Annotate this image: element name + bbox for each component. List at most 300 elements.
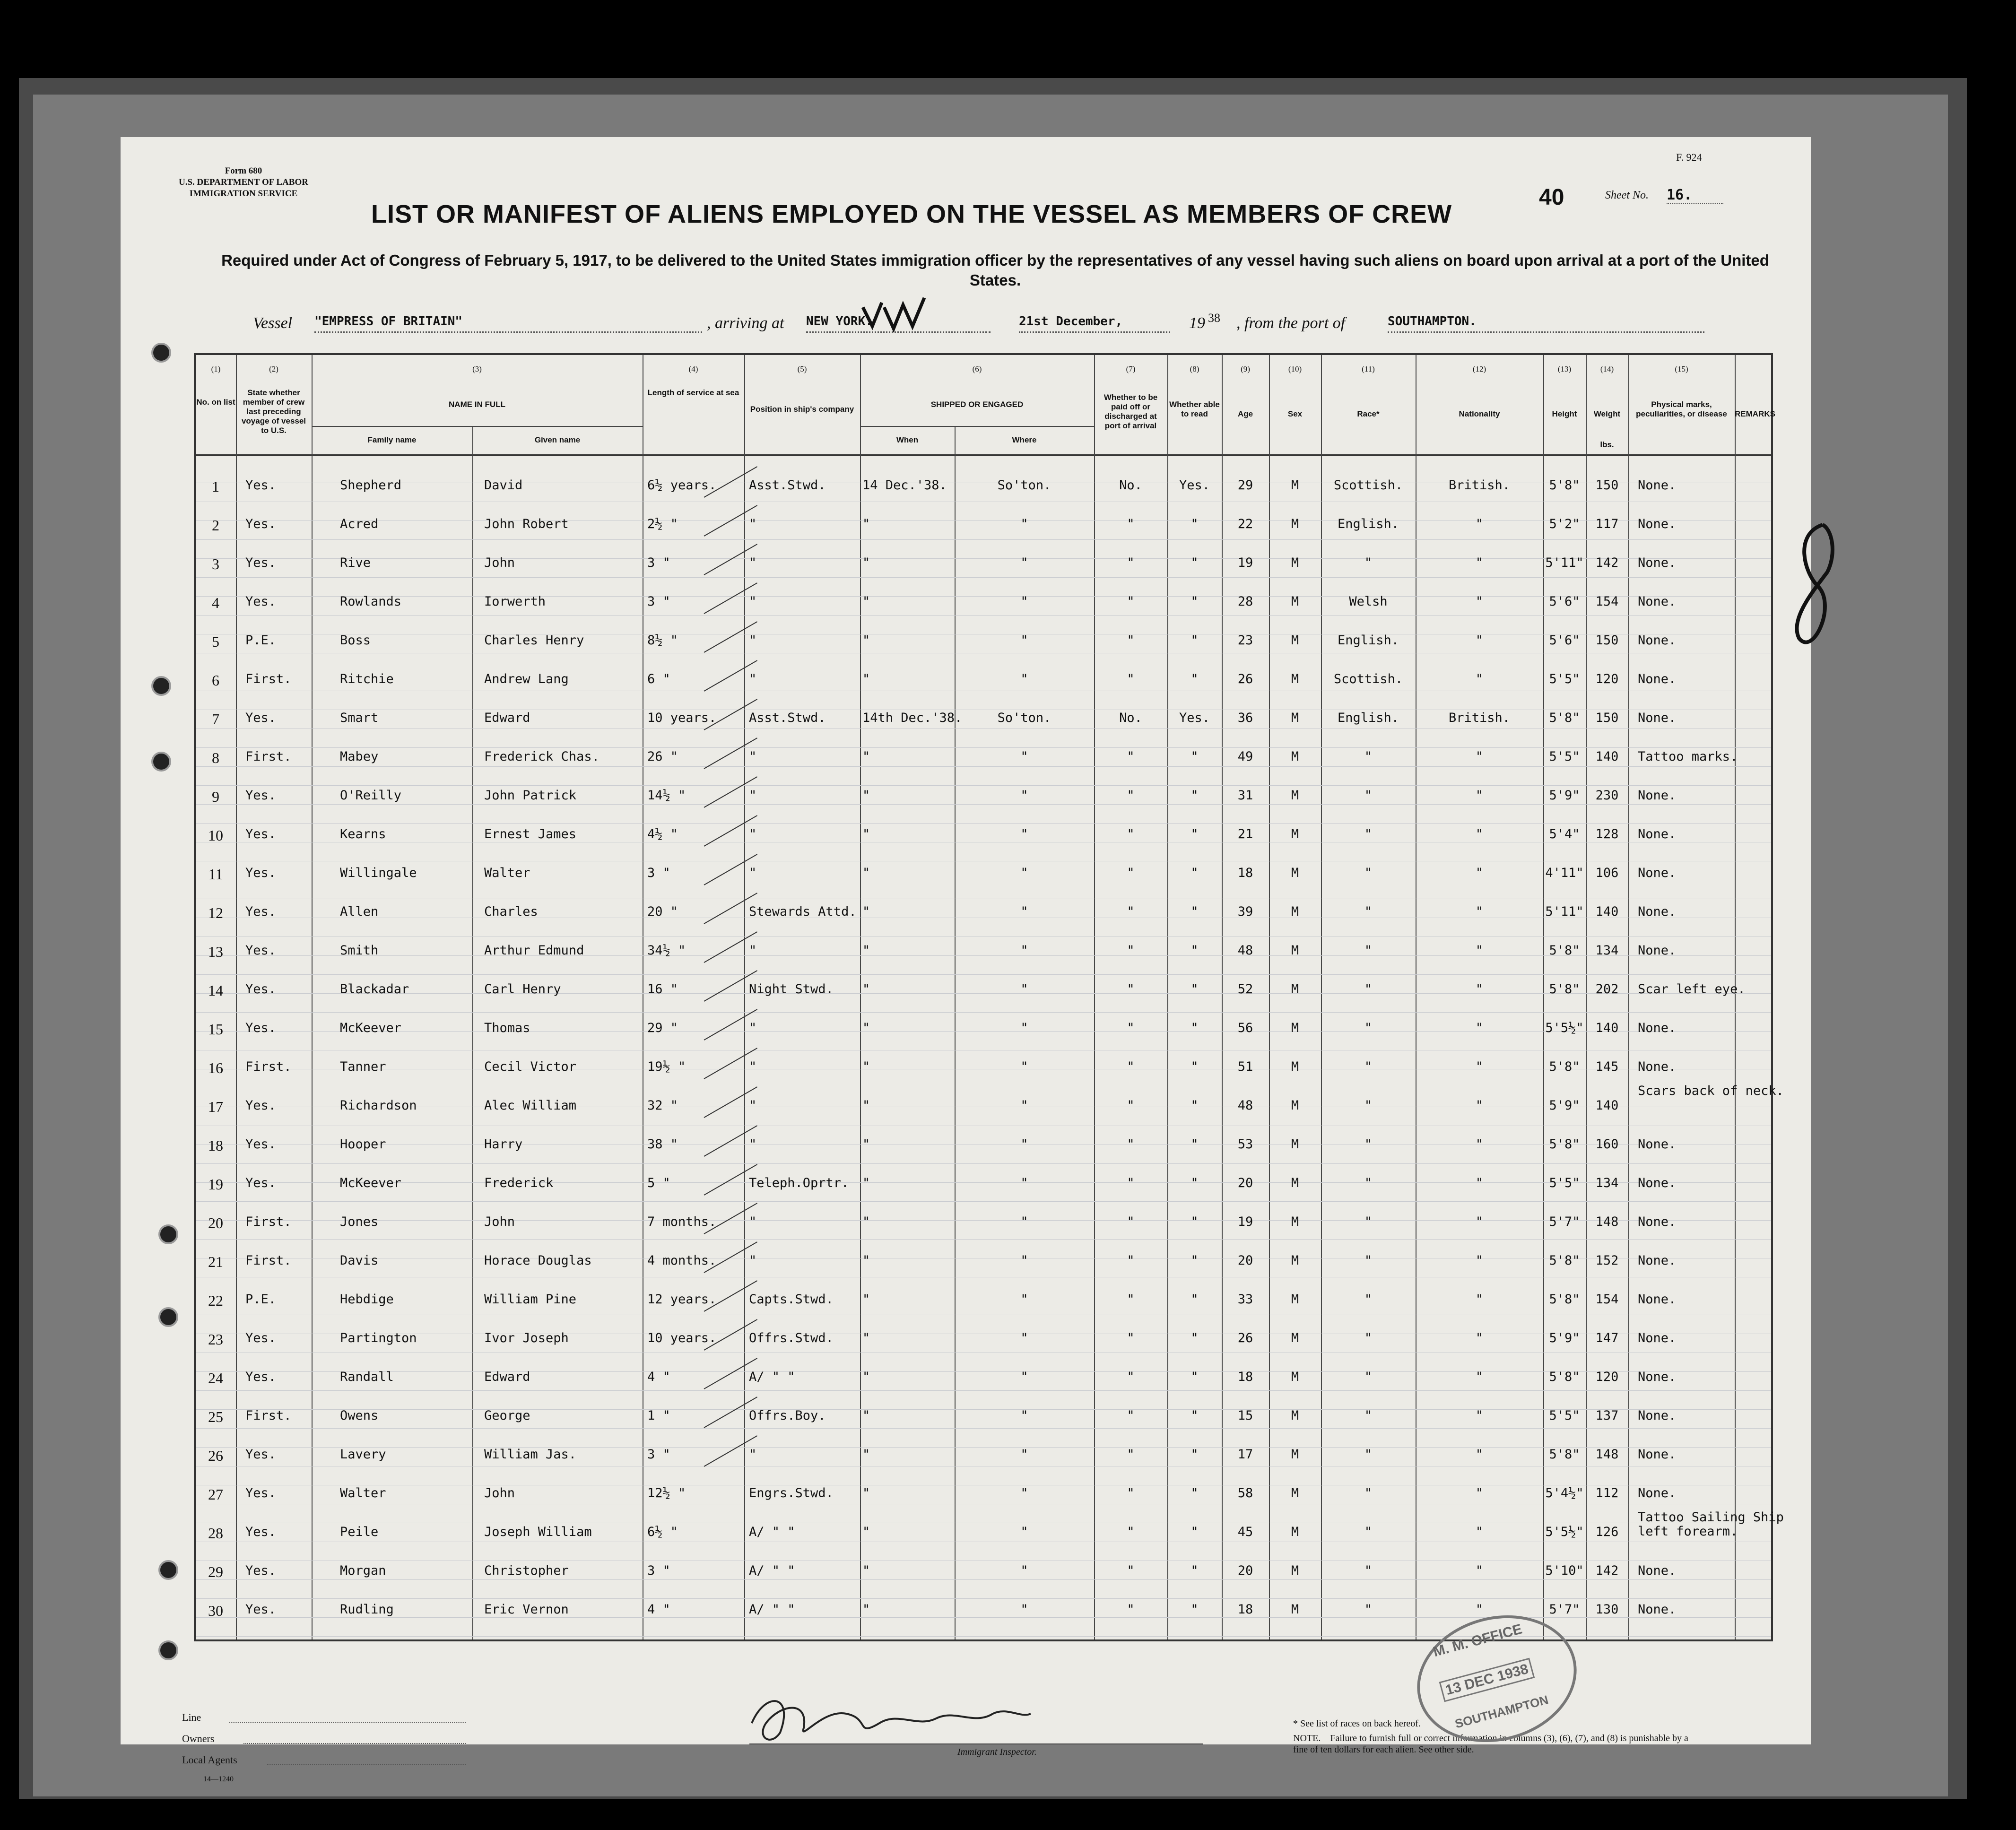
- cell-family-name: Acred: [340, 517, 379, 531]
- cell-race: ": [1364, 1563, 1373, 1578]
- cell-where: So'ton.: [997, 711, 1051, 725]
- sheet-label: Sheet No.: [1605, 189, 1649, 201]
- departure-port: SOUTHAMPTON.: [1388, 314, 1704, 333]
- cell-nationality: ": [1475, 904, 1484, 919]
- column-number: (10): [1288, 364, 1302, 373]
- cell-where: ": [1020, 866, 1028, 880]
- cell-given-name: Cecil Victor: [484, 1059, 577, 1074]
- cell-state: Yes.: [245, 555, 277, 570]
- cell-when: ": [862, 1447, 870, 1462]
- cell-nationality: ": [1475, 517, 1484, 531]
- cell-where: ": [1020, 1214, 1028, 1229]
- cell-service: 2½ ": [647, 517, 678, 531]
- cell-service: 12½ ": [647, 1486, 686, 1500]
- cell-paid-off: ": [1127, 1563, 1135, 1578]
- cell-state: Yes.: [245, 1447, 277, 1462]
- cell-age: 51: [1237, 1059, 1253, 1074]
- cell-age: 48: [1237, 943, 1253, 958]
- cell-service: 5 ": [647, 1176, 670, 1190]
- cell-weight: 145: [1595, 1059, 1619, 1074]
- cell-nationality: British.: [1448, 478, 1511, 493]
- column-number: (3): [472, 364, 482, 373]
- cell-able-read: ": [1190, 1137, 1199, 1152]
- cell-nationality: ": [1475, 749, 1484, 764]
- table-row: [196, 1176, 1775, 1214]
- footer-note: NOTE.—Failure to furnish full or correct information in columns (3), (6), (7), and (8) is punishable by a fine of ten dollars for each alien. See other side.: [1293, 1733, 1688, 1755]
- cell-race: English.: [1337, 517, 1399, 531]
- cell-physical-marks: None.: [1638, 1331, 1677, 1345]
- cell-when: ": [862, 633, 870, 648]
- cell-family-name: Willingale: [340, 866, 417, 880]
- cell-when: ": [862, 1059, 870, 1074]
- cell-given-name: Andrew Lang: [484, 672, 569, 686]
- cell-race: Scottish.: [1333, 672, 1403, 686]
- cell-physical-marks: None.: [1638, 1370, 1677, 1384]
- cell-given-name: Horace Douglas: [484, 1253, 592, 1268]
- cell-nationality: ": [1475, 555, 1484, 570]
- cell-sex: M: [1291, 1525, 1299, 1539]
- cell-age: 26: [1237, 1331, 1253, 1345]
- cell-race: ": [1364, 1021, 1373, 1035]
- cell-physical-marks: None.: [1638, 827, 1677, 841]
- table-row: [196, 1214, 1775, 1253]
- cell-family-name: Tanner: [340, 1059, 386, 1074]
- column-number: (14): [1600, 364, 1614, 373]
- cell-sex: M: [1291, 1486, 1299, 1500]
- stamp-bottom: SOUTHAMPTON: [1453, 1692, 1550, 1731]
- cell-able-read: ": [1190, 904, 1199, 919]
- table-row: [196, 1447, 1775, 1486]
- cell-paid-off: ": [1127, 555, 1135, 570]
- cell-age: 58: [1237, 1486, 1253, 1500]
- cell-sex: M: [1291, 1021, 1299, 1035]
- handwritten-initials: [858, 288, 934, 336]
- cell-paid-off: ": [1127, 982, 1135, 997]
- cell-able-read: ": [1190, 1486, 1199, 1500]
- line-label: Line: [182, 1711, 201, 1723]
- cell-given-name: Ivor Joseph: [484, 1331, 569, 1345]
- cell-service: 6½ years.: [647, 478, 717, 493]
- cell-state: Yes.: [245, 711, 277, 725]
- table-row: [196, 1292, 1775, 1331]
- cell-when: ": [862, 827, 870, 841]
- row-number: 24: [208, 1370, 223, 1387]
- cell-paid-off: ": [1127, 594, 1135, 609]
- table-row: [196, 478, 1775, 517]
- cell-paid-off: ": [1127, 1021, 1135, 1035]
- cell-able-read: Yes.: [1179, 478, 1210, 493]
- cell-weight: 148: [1595, 1447, 1619, 1462]
- cell-given-name: Edward: [484, 1370, 530, 1384]
- from-label: , from the port of: [1236, 314, 1346, 332]
- header-family-name: Family name: [367, 435, 417, 444]
- margin-handwriting: [1785, 515, 1842, 676]
- cell-nationality: ": [1475, 827, 1484, 841]
- cell-race: ": [1364, 1176, 1373, 1190]
- cell-able-read: ": [1190, 633, 1199, 648]
- row-number: 21: [208, 1253, 223, 1270]
- cell-height: 5'6": [1549, 594, 1580, 609]
- header-sex: Sex: [1287, 409, 1303, 418]
- cell-able-read: ": [1190, 749, 1199, 764]
- cell-age: 20: [1237, 1176, 1253, 1190]
- cell-when: ": [862, 1602, 870, 1617]
- cell-position: ": [749, 555, 757, 570]
- cell-sex: M: [1291, 517, 1299, 531]
- cell-height: 5'8": [1549, 1137, 1580, 1152]
- cell-race: ": [1364, 1137, 1373, 1152]
- cell-sex: M: [1291, 1331, 1299, 1345]
- cell-able-read: Yes.: [1179, 711, 1210, 725]
- cell-position: ": [749, 672, 757, 686]
- file-ref: F. 924: [1676, 151, 1702, 163]
- table-row: [196, 1486, 1775, 1525]
- row-number: 18: [208, 1137, 223, 1154]
- column-number: (5): [797, 364, 807, 373]
- cell-when: ": [862, 1331, 870, 1345]
- cell-race: ": [1364, 555, 1373, 570]
- cell-state: Yes.: [245, 1137, 277, 1152]
- cell-sex: M: [1291, 749, 1299, 764]
- year: 38: [1208, 311, 1220, 325]
- cell-position: ": [749, 1021, 757, 1035]
- cell-service: 4 ": [647, 1602, 670, 1617]
- cell-when: 14th Dec.'38.: [862, 711, 963, 725]
- cell-weight: 152: [1595, 1253, 1619, 1268]
- punch-hole: [158, 1560, 178, 1580]
- cell-position: ": [749, 943, 757, 958]
- cell-sex: M: [1291, 711, 1299, 725]
- header-when: When: [896, 435, 919, 444]
- header-paid-off: Whether to be paid off or discharged at port of arrival: [1104, 393, 1158, 430]
- cell-family-name: Shepherd: [340, 478, 402, 493]
- header-shipped: SHIPPED OR ENGAGED: [930, 400, 1024, 409]
- cell-height: 5'7": [1549, 1602, 1580, 1617]
- cell-able-read: ": [1190, 827, 1199, 841]
- vessel-name: "EMPRESS OF BRITAIN": [314, 314, 702, 333]
- cell-able-read: ": [1190, 1447, 1199, 1462]
- cell-able-read: ": [1190, 672, 1199, 686]
- cell-able-read: ": [1190, 1098, 1199, 1113]
- row-number: 3: [212, 555, 219, 572]
- cell-physical-marks: None.: [1638, 478, 1677, 493]
- cell-physical-marks: Tattoo marks.: [1638, 749, 1738, 764]
- cell-position: Offrs.Stwd.: [749, 1331, 834, 1345]
- cell-race: ": [1364, 1408, 1373, 1423]
- cell-physical-marks: None.: [1638, 904, 1677, 919]
- cell-paid-off: ": [1127, 904, 1135, 919]
- cell-physical-marks: None.: [1638, 555, 1677, 570]
- cell-service: 3 ": [647, 1447, 670, 1462]
- cell-when: ": [862, 1486, 870, 1500]
- table-row: [196, 711, 1775, 749]
- cell-when: ": [862, 1370, 870, 1384]
- cell-where: ": [1020, 1098, 1028, 1113]
- cell-where: ": [1020, 1331, 1028, 1345]
- cell-age: 39: [1237, 904, 1253, 919]
- cell-where: ": [1020, 1486, 1028, 1500]
- header-given-name: Given name: [534, 435, 581, 444]
- header-state-member: State whether member of crew last preceding voyage of vessel to U.S.: [241, 388, 306, 435]
- cell-given-name: William Jas.: [484, 1447, 577, 1462]
- cell-given-name: John: [484, 555, 515, 570]
- inspector-signature: [738, 1681, 1040, 1752]
- cell-given-name: Arthur Edmund: [484, 943, 584, 958]
- cell-physical-marks: None.: [1638, 788, 1677, 803]
- cell-paid-off: ": [1127, 827, 1135, 841]
- cell-height: 5'11": [1545, 904, 1584, 919]
- row-number: 2: [212, 517, 219, 534]
- cell-service: 34½ ": [647, 943, 686, 958]
- table-row: [196, 1253, 1775, 1292]
- cell-position: ": [749, 1137, 757, 1152]
- cell-sex: M: [1291, 478, 1299, 493]
- cell-paid-off: ": [1127, 1525, 1135, 1539]
- cell-paid-off: No.: [1119, 478, 1142, 493]
- row-number: 13: [208, 943, 223, 960]
- cell-given-name: Eric Vernon: [484, 1602, 569, 1617]
- cell-where: ": [1020, 1253, 1028, 1268]
- cell-paid-off: ": [1127, 1447, 1135, 1462]
- cell-sex: M: [1291, 1563, 1299, 1578]
- cell-physical-marks: None.: [1638, 594, 1677, 609]
- cell-paid-off: ": [1127, 1331, 1135, 1345]
- cell-race: ": [1364, 1098, 1373, 1113]
- column-number: (8): [1190, 364, 1199, 373]
- table-row: [196, 633, 1775, 672]
- cell-age: 56: [1237, 1021, 1253, 1035]
- column-number: (11): [1362, 364, 1375, 373]
- cell-height: 5'5": [1549, 672, 1580, 686]
- cell-position: ": [749, 594, 757, 609]
- cell-physical-marks: None.: [1638, 633, 1677, 648]
- cell-where: ": [1020, 1602, 1028, 1617]
- cell-service: 4½ ": [647, 827, 678, 841]
- cell-family-name: Rive: [340, 555, 371, 570]
- cell-family-name: Smart: [340, 711, 379, 725]
- cell-sex: M: [1291, 1370, 1299, 1384]
- cell-sex: M: [1291, 1098, 1299, 1113]
- cell-race: ": [1364, 1486, 1373, 1500]
- header-nationality: Nationality: [1459, 409, 1500, 418]
- cell-race: ": [1364, 1370, 1373, 1384]
- column-number: (12): [1472, 364, 1486, 373]
- cell-able-read: ": [1190, 517, 1199, 531]
- cell-paid-off: ": [1127, 943, 1135, 958]
- arrival-date: 21st December,: [1019, 314, 1170, 333]
- cell-height: 5'7": [1549, 1214, 1580, 1229]
- cell-sex: M: [1291, 1292, 1299, 1307]
- cell-paid-off: ": [1127, 1137, 1135, 1152]
- cell-given-name: Carl Henry: [484, 982, 561, 997]
- row-number: 4: [212, 594, 219, 611]
- cell-physical-marks: None.: [1638, 1447, 1677, 1462]
- cell-position: Engrs.Stwd.: [749, 1486, 834, 1500]
- row-number: 15: [208, 1021, 223, 1038]
- cell-nationality: ": [1475, 1214, 1484, 1229]
- cell-given-name: John: [484, 1486, 515, 1500]
- cell-state: Yes.: [245, 1370, 277, 1384]
- table-row: [196, 594, 1775, 633]
- cell-when: ": [862, 555, 870, 570]
- cell-position: ": [749, 1059, 757, 1074]
- cell-service: 19½ ": [647, 1059, 686, 1074]
- cell-position: Offrs.Boy.: [749, 1408, 826, 1423]
- cell-service: 3 ": [647, 1563, 670, 1578]
- cell-where: ": [1020, 1137, 1028, 1152]
- cell-weight: 120: [1595, 1370, 1619, 1384]
- arriving-label: , arriving at: [707, 314, 784, 332]
- vessel-label: Vessel: [253, 314, 293, 332]
- cell-sex: M: [1291, 555, 1299, 570]
- table-row: [196, 517, 1775, 555]
- cell-state: Yes.: [245, 1098, 277, 1113]
- cell-race: ": [1364, 1525, 1373, 1539]
- header-height: Height: [1552, 409, 1577, 418]
- cell-when: ": [862, 672, 870, 686]
- cell-sex: M: [1291, 827, 1299, 841]
- cell-height: 4'11": [1545, 866, 1584, 880]
- cell-family-name: Morgan: [340, 1563, 386, 1578]
- cell-age: 23: [1237, 633, 1253, 648]
- cell-paid-off: ": [1127, 1486, 1135, 1500]
- table-row: [196, 1331, 1775, 1370]
- cell-race: ": [1364, 749, 1373, 764]
- header-position: Position in ship's company: [750, 405, 854, 414]
- cell-nationality: ": [1475, 1292, 1484, 1307]
- stamp-date: 13 DEC 1938: [1439, 1658, 1535, 1702]
- cell-paid-off: ": [1127, 1176, 1135, 1190]
- agents-label: Local Agents: [182, 1754, 237, 1766]
- cell-state: P.E.: [245, 633, 277, 648]
- header-able-read: Whether able to read: [1169, 400, 1220, 418]
- cell-where: So'ton.: [997, 478, 1051, 493]
- cell-nationality: ": [1475, 1602, 1484, 1617]
- cell-weight: 154: [1595, 1292, 1619, 1307]
- cell-family-name: Jones: [340, 1214, 379, 1229]
- year-prefix: 19: [1189, 314, 1205, 332]
- cell-position: ": [749, 788, 757, 803]
- cell-where: ": [1020, 788, 1028, 803]
- cell-where: ": [1020, 1525, 1028, 1539]
- cell-able-read: ": [1190, 866, 1199, 880]
- cell-nationality: ": [1475, 1408, 1484, 1423]
- cell-state: Yes.: [245, 943, 277, 958]
- cell-where: ": [1020, 594, 1028, 609]
- cell-age: 20: [1237, 1253, 1253, 1268]
- row-number: 16: [208, 1059, 223, 1076]
- row-number: 22: [208, 1292, 223, 1309]
- cell-height: 5'6": [1549, 633, 1580, 648]
- cell-when: ": [862, 1563, 870, 1578]
- cell-when: ": [862, 1525, 870, 1539]
- cell-position: ": [749, 1253, 757, 1268]
- table-row: [196, 1059, 1775, 1098]
- cell-physical-marks: None.: [1638, 711, 1677, 725]
- column-number: (2): [269, 364, 278, 373]
- cell-position: ": [749, 633, 757, 648]
- cell-able-read: ": [1190, 1331, 1199, 1345]
- cell-paid-off: ": [1127, 1292, 1135, 1307]
- row-number: 17: [208, 1098, 223, 1115]
- cell-paid-off: ": [1127, 1408, 1135, 1423]
- cell-sex: M: [1291, 904, 1299, 919]
- cell-age: 18: [1237, 1602, 1253, 1617]
- cell-family-name: Partington: [340, 1331, 417, 1345]
- cell-service: 4 months.: [647, 1253, 717, 1268]
- cell-paid-off: ": [1127, 672, 1135, 686]
- cell-position: Stewards Attd.: [749, 904, 857, 919]
- cell-state: First.: [245, 1408, 292, 1423]
- cell-where: ": [1020, 633, 1028, 648]
- cell-where: ": [1020, 943, 1028, 958]
- cell-when: ": [862, 788, 870, 803]
- header-lbs: lbs.: [1600, 440, 1614, 449]
- cell-family-name: Kearns: [340, 827, 386, 841]
- cell-given-name: Edward: [484, 711, 530, 725]
- cell-family-name: Smith: [340, 943, 379, 958]
- cell-physical-marks: Tattoo Sailing Ship left forearm.: [1638, 1510, 1784, 1539]
- cell-physical-marks: None.: [1638, 1486, 1677, 1500]
- cell-when: ": [862, 1176, 870, 1190]
- cell-age: 52: [1237, 982, 1253, 997]
- cell-height: 5'8": [1549, 1253, 1580, 1268]
- cell-able-read: ": [1190, 1292, 1199, 1307]
- cell-age: 33: [1237, 1292, 1253, 1307]
- header-age: Age: [1237, 409, 1253, 418]
- crew-table: [194, 353, 1784, 1641]
- cell-family-name: Lavery: [340, 1447, 386, 1462]
- cell-physical-marks: None.: [1638, 1021, 1677, 1035]
- cell-able-read: ": [1190, 555, 1199, 570]
- cell-position: Teleph.Oprtr.: [749, 1176, 849, 1190]
- cell-position: Capts.Stwd.: [749, 1292, 834, 1307]
- cell-when: ": [862, 749, 870, 764]
- cell-state: First.: [245, 1253, 292, 1268]
- cell-family-name: McKeever: [340, 1176, 402, 1190]
- cell-physical-marks: None.: [1638, 1137, 1677, 1152]
- cell-service: 3 ": [647, 555, 670, 570]
- cell-weight: 140: [1595, 749, 1619, 764]
- cell-family-name: Rowlands: [340, 594, 402, 609]
- cell-weight: 150: [1595, 711, 1619, 725]
- races-note: * See list of races on back hereof.: [1293, 1718, 1421, 1729]
- table-row: [196, 672, 1775, 711]
- cell-service: 38 ": [647, 1137, 678, 1152]
- table-row: [196, 1563, 1775, 1602]
- cell-service: 1 ": [647, 1408, 670, 1423]
- cell-race: ": [1364, 1253, 1373, 1268]
- cell-nationality: ": [1475, 1563, 1484, 1578]
- cell-given-name: John Robert: [484, 517, 569, 531]
- row-number: 9: [212, 788, 219, 805]
- cell-sex: M: [1291, 672, 1299, 686]
- form-number: Form 680: [225, 166, 262, 176]
- cell-weight: 112: [1595, 1486, 1619, 1500]
- cell-nationality: ": [1475, 788, 1484, 803]
- cell-race: ": [1364, 788, 1373, 803]
- cell-age: 49: [1237, 749, 1253, 764]
- cell-state: Yes.: [245, 1563, 277, 1578]
- cell-where: ": [1020, 1059, 1028, 1074]
- cell-family-name: Ritchie: [340, 672, 394, 686]
- cell-age: 19: [1237, 1214, 1253, 1229]
- cell-where: ": [1020, 982, 1028, 997]
- cell-given-name: John Patrick: [484, 788, 577, 803]
- row-number: 20: [208, 1214, 223, 1232]
- header-name-in-full: NAME IN FULL: [449, 400, 505, 409]
- cell-weight: 142: [1595, 1563, 1619, 1578]
